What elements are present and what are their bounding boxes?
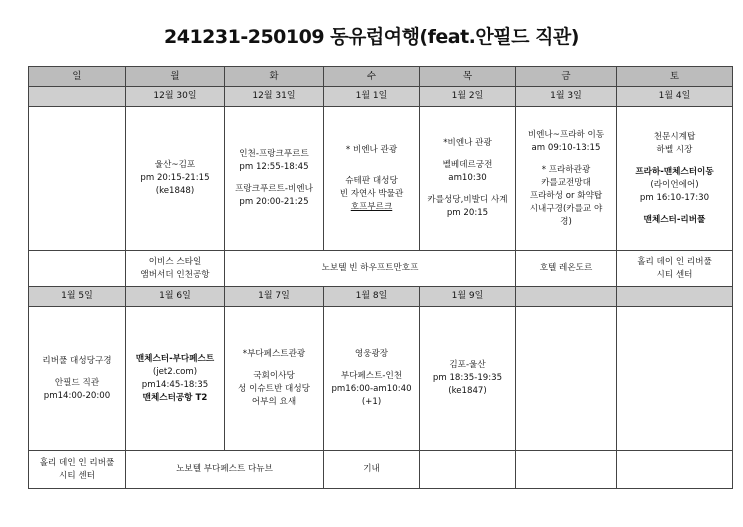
line-spacer bbox=[326, 166, 417, 175]
schedule-cell bbox=[516, 307, 617, 451]
week1-schedule-row bbox=[29, 107, 733, 251]
date-cell: 1월 6일 bbox=[126, 287, 225, 307]
schedule-line: 시내구경(카를교 야 bbox=[529, 203, 603, 214]
schedule-line: 리버풀 대성당구경 bbox=[42, 355, 112, 366]
line-spacer bbox=[422, 150, 513, 159]
date-cell: 1월 2일 bbox=[420, 87, 516, 107]
hotel-cell-empty bbox=[420, 451, 516, 489]
schedule-cell bbox=[617, 107, 733, 251]
date-cell: 1월 4일 bbox=[617, 87, 733, 107]
hotel-cell-empty bbox=[617, 451, 733, 489]
line-spacer bbox=[227, 361, 321, 370]
schedule-line: pm 20:00-21:25 bbox=[239, 197, 309, 207]
schedule-line: pm 12:55-18:45 bbox=[239, 162, 309, 172]
hotel-cell bbox=[617, 251, 733, 287]
hotel-line: 호텔 레온도르 bbox=[539, 263, 593, 273]
schedule-line: 하벨 시장 bbox=[656, 144, 693, 155]
schedule-line: 김포-울산 bbox=[449, 360, 486, 370]
date-cell: 1월 5일 bbox=[29, 287, 126, 307]
date-cell: 1월 9일 bbox=[420, 287, 516, 307]
schedule-line: (jet2.com) bbox=[152, 366, 198, 377]
schedule-cell bbox=[29, 107, 126, 251]
date-cell: 12월 30일 bbox=[126, 87, 225, 107]
hotel-line: 노보텔 빈 하우프트만호프 bbox=[321, 263, 419, 273]
week2-hotel-row bbox=[29, 451, 733, 489]
schedule-line: 슈테판 대성당 bbox=[345, 175, 398, 186]
schedule-line: 카를교전망대 bbox=[541, 177, 591, 188]
schedule-line: *부다페스트관광 bbox=[242, 349, 306, 359]
schedule-line: 비엔나~프라하 이동 bbox=[527, 129, 605, 140]
week2-date-row bbox=[29, 287, 733, 307]
schedule-line: 안필드 직관 bbox=[54, 377, 100, 388]
schedule-line: pm 20:15 bbox=[446, 208, 489, 218]
weekday-mon: 월 bbox=[126, 67, 225, 87]
schedule-cell bbox=[516, 107, 617, 251]
schedule-line: 호프부르크 bbox=[350, 201, 393, 212]
schedule-line: 프라하성 or 화약탑 bbox=[529, 190, 603, 201]
schedule-line: pm 20:15-21:15 bbox=[140, 173, 210, 183]
week1-date-row bbox=[29, 87, 733, 107]
hotel-line: 노보텔 부다페스트 다뉴브 bbox=[176, 464, 273, 474]
page-title: 241231-250109 동유럽여행(feat.안필드 직관) bbox=[164, 26, 579, 48]
line-spacer bbox=[326, 361, 417, 370]
schedule-line: 영웅광장 bbox=[354, 349, 389, 359]
schedule-line: 부다페스트-인천 bbox=[340, 371, 403, 381]
line-spacer bbox=[227, 174, 321, 183]
week1-hotel-row bbox=[29, 251, 733, 287]
schedule-line: * 프라하관광 bbox=[541, 164, 591, 175]
schedule-line: 성 이슈트반 대성당 bbox=[238, 384, 310, 394]
schedule-line: * 비엔나 관광 bbox=[345, 144, 398, 155]
schedule-line: 맨체스터공항 T2 bbox=[142, 392, 208, 403]
schedule-line: 경) bbox=[560, 216, 572, 227]
schedule-line: 인천-프랑크푸르트 bbox=[239, 149, 309, 159]
week2-schedule-row bbox=[29, 307, 733, 451]
weekday-fri: 금 bbox=[516, 67, 617, 87]
hotel-line: 앰버서더 인천공항 bbox=[140, 269, 210, 280]
hotel-cell bbox=[29, 451, 126, 489]
schedule-cell bbox=[324, 107, 420, 251]
date-cell: 1월 1일 bbox=[324, 87, 420, 107]
weekday-tue: 화 bbox=[225, 67, 324, 87]
schedule-cell bbox=[420, 307, 516, 451]
date-cell: 12월 31일 bbox=[225, 87, 324, 107]
weekday-sat: 토 bbox=[617, 67, 733, 87]
schedule-line: 천문시계탑 bbox=[653, 131, 696, 142]
schedule-line: 맨체스터-부다페스트 bbox=[135, 353, 215, 364]
schedule-cell bbox=[126, 107, 225, 251]
line-spacer bbox=[31, 368, 123, 377]
schedule-line: pm14:00-20:00 bbox=[43, 390, 111, 401]
date-cell: 1월 3일 bbox=[516, 87, 617, 107]
hotel-cell bbox=[225, 251, 516, 287]
schedule-line: 빈 자연사 박물관 bbox=[339, 188, 404, 199]
schedule-cell bbox=[29, 307, 126, 451]
hotel-cell bbox=[324, 451, 420, 489]
schedule-line: 프라하-맨체스터이동 bbox=[635, 166, 714, 177]
weekday-wed: 수 bbox=[324, 67, 420, 87]
schedule-cell bbox=[617, 307, 733, 451]
date-cell: 1월 7일 bbox=[225, 287, 324, 307]
schedule-line: (라이언에어) bbox=[650, 179, 699, 190]
schedule-cell bbox=[225, 307, 324, 451]
date-cell bbox=[29, 87, 126, 107]
hotel-line: 홀리 데인 인 리버풀 bbox=[39, 457, 115, 468]
hotel-cell bbox=[126, 251, 225, 287]
schedule-line: *비엔나 관광 bbox=[443, 138, 492, 148]
schedule-line: pm 16:10-17:30 bbox=[639, 192, 710, 203]
schedule-line: 프랑크푸르트-비엔나 bbox=[235, 184, 313, 194]
line-spacer bbox=[619, 205, 730, 214]
date-cell bbox=[516, 287, 617, 307]
schedule-line: 카를성당,비발디 사계 bbox=[427, 195, 508, 205]
schedule-cell bbox=[324, 307, 420, 451]
hotel-line: 시티 센터 bbox=[656, 269, 693, 280]
weekday-header-row bbox=[29, 67, 733, 87]
schedule-line: 벨베데르궁전 bbox=[442, 160, 493, 170]
schedule-line: pm 18:35-19:35 bbox=[432, 373, 503, 383]
date-cell: 1월 8일 bbox=[324, 287, 420, 307]
hotel-line: 홀리 데이 인 리버풀 bbox=[637, 256, 712, 267]
schedule-cell bbox=[420, 107, 516, 251]
itinerary-calendar bbox=[28, 66, 733, 489]
hotel-cell bbox=[126, 451, 324, 489]
schedule-cell bbox=[225, 107, 324, 251]
line-spacer bbox=[422, 185, 513, 194]
weekday-sun: 일 bbox=[29, 67, 126, 87]
schedule-line: pm14:45-18:35 bbox=[141, 379, 209, 390]
schedule-line: (ke1847) bbox=[448, 386, 487, 396]
line-spacer bbox=[619, 157, 730, 166]
schedule-line: 맨체스터-리버풀 bbox=[643, 214, 706, 225]
hotel-cell-empty bbox=[516, 451, 617, 489]
hotel-cell-empty bbox=[29, 251, 126, 287]
line-spacer bbox=[518, 155, 614, 164]
weekday-thu: 목 bbox=[420, 67, 516, 87]
hotel-cell bbox=[516, 251, 617, 287]
schedule-line: (ke1848) bbox=[155, 186, 195, 196]
schedule-cell bbox=[126, 307, 225, 451]
hotel-line: 시티 센터 bbox=[59, 470, 95, 481]
schedule-line: am 09:10-13:15 bbox=[531, 142, 601, 153]
schedule-line: (+1) bbox=[361, 397, 382, 407]
hotel-line: 이비스 스타일 bbox=[148, 256, 202, 267]
schedule-line: am10:30 bbox=[448, 173, 487, 183]
line-spacer bbox=[326, 157, 417, 166]
schedule-line: 어부의 요새 bbox=[251, 397, 297, 407]
hotel-line: 기내 bbox=[363, 464, 380, 474]
schedule-line: pm16:00-am10:40 bbox=[331, 384, 412, 394]
schedule-line: 울산~김포 bbox=[154, 160, 196, 170]
date-cell bbox=[617, 287, 733, 307]
schedule-line: 국회이사당 bbox=[253, 371, 295, 381]
